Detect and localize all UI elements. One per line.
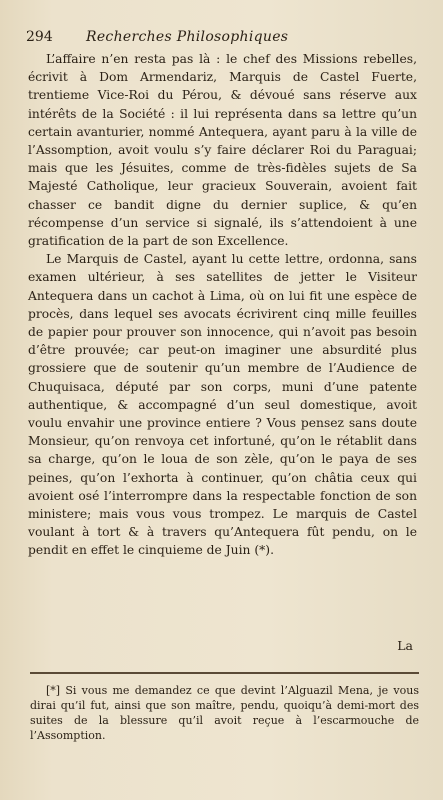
footnote — [30, 683, 419, 743]
paragraph-1: L’affaire n’en resta pas là : le chef des Missions rebelles, écrivit à Dom Armendariz, Marquis de Castel Fuerte, trentieme Vice-Roi du Pérou, & dévoué sans réserve aux intérêts de la Société : il lui représenta dans sa lettre qu’un certain avanturier, nommé Antequera, ayant paru à la ville de l’Assomption, avoit voulu s’y faire déclarer Roi du Paraguai; mais que les Jésuites, comme de très-fidèles sujets de Sa Majesté Catholique, leur gracieux Souverain, avoient fait chasser ce bandit digne du dernier suplice, & qu’en récompense d’un service si signalé, ils s’attendoient à une gratification de la part de son Excellence. — [28, 52, 417, 249]
footnote-text: [*] Si vous me demandez ce que devint l’Alguazil Mena, je vous dirai qu’il fut, ainsi que son maître, pendu, quoiqu’à demi-mort des suites de la blessure qu’il avoit reçue à l’escarmouche de l’Assomption. — [30, 684, 419, 742]
catchword: La — [397, 638, 413, 653]
paragraph-2: Le Marquis de Castel, ayant lu cette lettre, ordonna, sans examen ultérieur, à ses satellites de jetter le Visiteur Antequera dans un cachot à Lima, où on lui fit une espèce de procès, dans lequel ses avocats écrivirent cinq mille feuilles de papier pour prouver son innocence, qui n’avoit pas besoin d’être prouvée; car peut-on imaginer une absurdité plus grossiere que de soutenir qu’un membre de l’Audience de Chuquisaca, député par son corps, muni d’une patente authentique, & accompagné d’un seul domestique, avoit voulu envahir une province entiere ? Vous pensez sans doute Monsieur, qu’on renvoya cet infortuné, qu’on le rétablit dans sa charge, qu’on le loua de son zèle, qu’on le paya de ses peines, qu’on l’exhorta à continuer, qu’on châtia ceux qui avoient osé l’interrompre dans la respectable fonction de son ministere; mais vous vous trompez. Le marquis de Castel voulant à tort & à travers qu’Antequera fût pendu, on le pendit en effet le cinquieme de Juin (*). — [28, 252, 417, 558]
footnote-divider — [30, 672, 419, 674]
running-head — [26, 27, 413, 47]
page-number: 294 — [26, 29, 53, 45]
main-text — [28, 50, 417, 560]
running-title: Recherches Philosophiques — [86, 29, 289, 45]
